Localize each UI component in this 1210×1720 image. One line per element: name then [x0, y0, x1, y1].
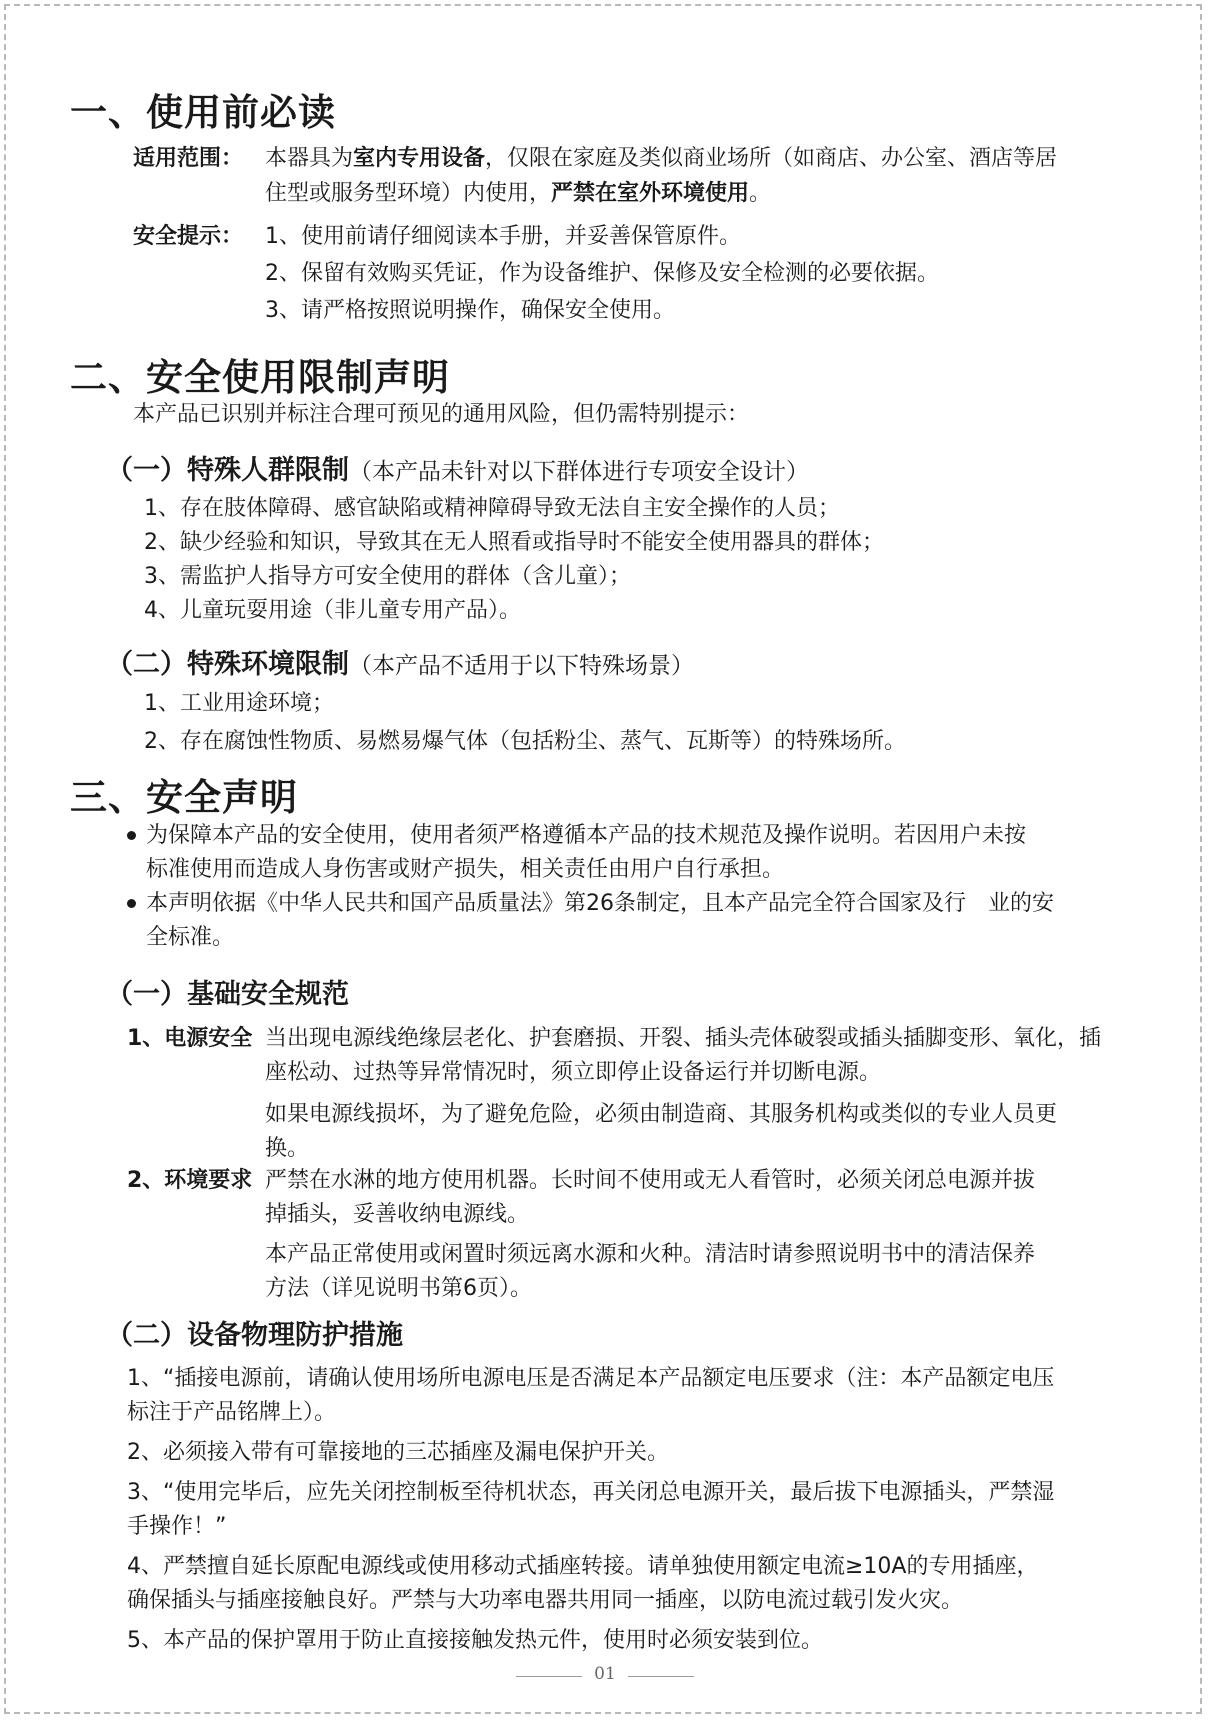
measure-line: 2、必须接入带有可靠接地的三芯插座及漏电保护开关。 [127, 1440, 669, 1465]
paragraph-line: 方法（详见说明书第6页）。 [265, 1276, 532, 1301]
list-item: 3、需监护人指导方可安全使用的群体（含儿童）； [144, 564, 631, 589]
bullet-dot [127, 831, 136, 840]
sub4-heading: （二）设备物理防护措施 [106, 1320, 403, 1351]
sub2-heading: （二）特殊环境限制（本产品不适用于以下特殊场景） [106, 649, 694, 680]
bullet-text: 全标准。 [146, 925, 235, 950]
sub1-heading: （一）特殊人群限制（本产品未针对以下群体进行专项安全设计） [106, 455, 809, 486]
bullet-text: 本声明依据《中华人民共和国产品质量法》第26条制定，且本产品完全符合国家及行 业的安 [146, 891, 1054, 916]
safety-label: 安全提示： [133, 224, 244, 249]
safety-item: 2、保留有效购买凭证，作为设备维护、保修及安全检测的必要依据。 [265, 261, 939, 286]
section2-intro: 本产品已识别并标注合理可预见的通用风险，但仍需特别提示： [133, 402, 750, 427]
scope-line-2: 住型或服务型环境）内使用，严禁在室外环境使用。 [265, 181, 772, 206]
section1-title: 一、使用前必读 [70, 91, 336, 134]
scope-label: 适用范围： [133, 146, 244, 171]
footer-rule-left [516, 1676, 582, 1677]
page-number: 01 [594, 1664, 616, 1684]
measure-line: 确保插头与插座接触良好。严禁与大功率电器共用同一插座，以防电流过载引发火灾。 [127, 1588, 964, 1613]
list-item: 2、缺少经验和知识，导致其在无人照看或指导时不能安全使用器具的群体； [144, 530, 884, 555]
footer-rule-right [628, 1676, 694, 1677]
measure-line: 标注于产品铭牌上）。 [127, 1400, 337, 1425]
safety-item: 1、使用前请仔细阅读本手册，并妥善保管原件。 [265, 224, 741, 249]
paragraph-line: 严禁在水淋的地方使用机器。长时间不使用或无人看管时，必须关闭总电源并拔 [265, 1168, 1036, 1193]
list-item: 1、工业用途环境； [144, 691, 334, 716]
list-item: 1、存在肢体障碍、感官缺陷或精神障碍导致无法自主安全操作的人员； [144, 496, 840, 521]
power-label: 1、电源安全 [127, 1026, 253, 1051]
measure-line: 5、本产品的保护罩用于防止直接接触发热元件，使用时必须安装到位。 [127, 1628, 823, 1653]
list-item: 4、儿童玩耍用途（非儿童专用产品）。 [144, 598, 521, 623]
paragraph-line: 本产品正常使用或闲置时须远离水源和火种。清洁时请参照说明书中的清洁保养 [265, 1242, 1036, 1267]
list-item: 2、存在腐蚀性物质、易燃易爆气体（包括粉尘、蒸气、瓦斯等）的特殊场所。 [144, 729, 906, 754]
measure-line: 1、“插接电源前，请确认使用场所电源电压是否满足本产品额定电压要求（注：本产品额定电压 [127, 1366, 1055, 1391]
sub3-heading: （一）基础安全规范 [106, 979, 349, 1010]
scope-line-1: 本器具为室内专用设备，仅限在家庭及类似商业场所（如商店、办公室、酒店等居 [265, 146, 1058, 171]
env-label: 2、环境要求 [127, 1168, 253, 1193]
paragraph-line: 当出现电源线绝缘层老化、护套磨损、开裂、插头壳体破裂或插头插脚变形、氧化，插 [265, 1026, 1102, 1051]
bullet-dot [127, 899, 136, 908]
measure-line: 4、严禁擅自延长原配电源线或使用移动式插座转接。请单独使用额定电流≥10A的专用插座， [127, 1554, 1039, 1579]
section3-title: 三、安全声明 [70, 776, 298, 819]
safety-item: 3、请严格按照说明操作，确保安全使用。 [265, 298, 675, 323]
bullet-text: 为保障本产品的安全使用，使用者须严格遵循本产品的技术规范及操作说明。若因用户未按 [146, 823, 1027, 848]
measure-line: 手操作！” [127, 1514, 227, 1539]
paragraph-line: 如果电源线损坏，为了避免危险，必须由制造商、其服务机构或类似的专业人员更 [265, 1102, 1058, 1127]
measure-line: 3、“使用完毕后，应先关闭控制板至待机状态，再关闭总电源开关，最后拔下电源插头，严禁湿 [127, 1480, 1055, 1505]
paragraph-line: 座松动、过热等异常情况时，须立即停止设备运行并切断电源。 [265, 1060, 882, 1085]
section2-title: 二、安全使用限制声明 [70, 356, 450, 399]
paragraph-line: 换。 [265, 1136, 310, 1161]
paragraph-line: 掉插头，妥善收纳电源线。 [265, 1202, 530, 1227]
bullet-text: 标准使用而造成人身伤害或财产损失，相关责任由用户自行承担。 [146, 857, 785, 882]
